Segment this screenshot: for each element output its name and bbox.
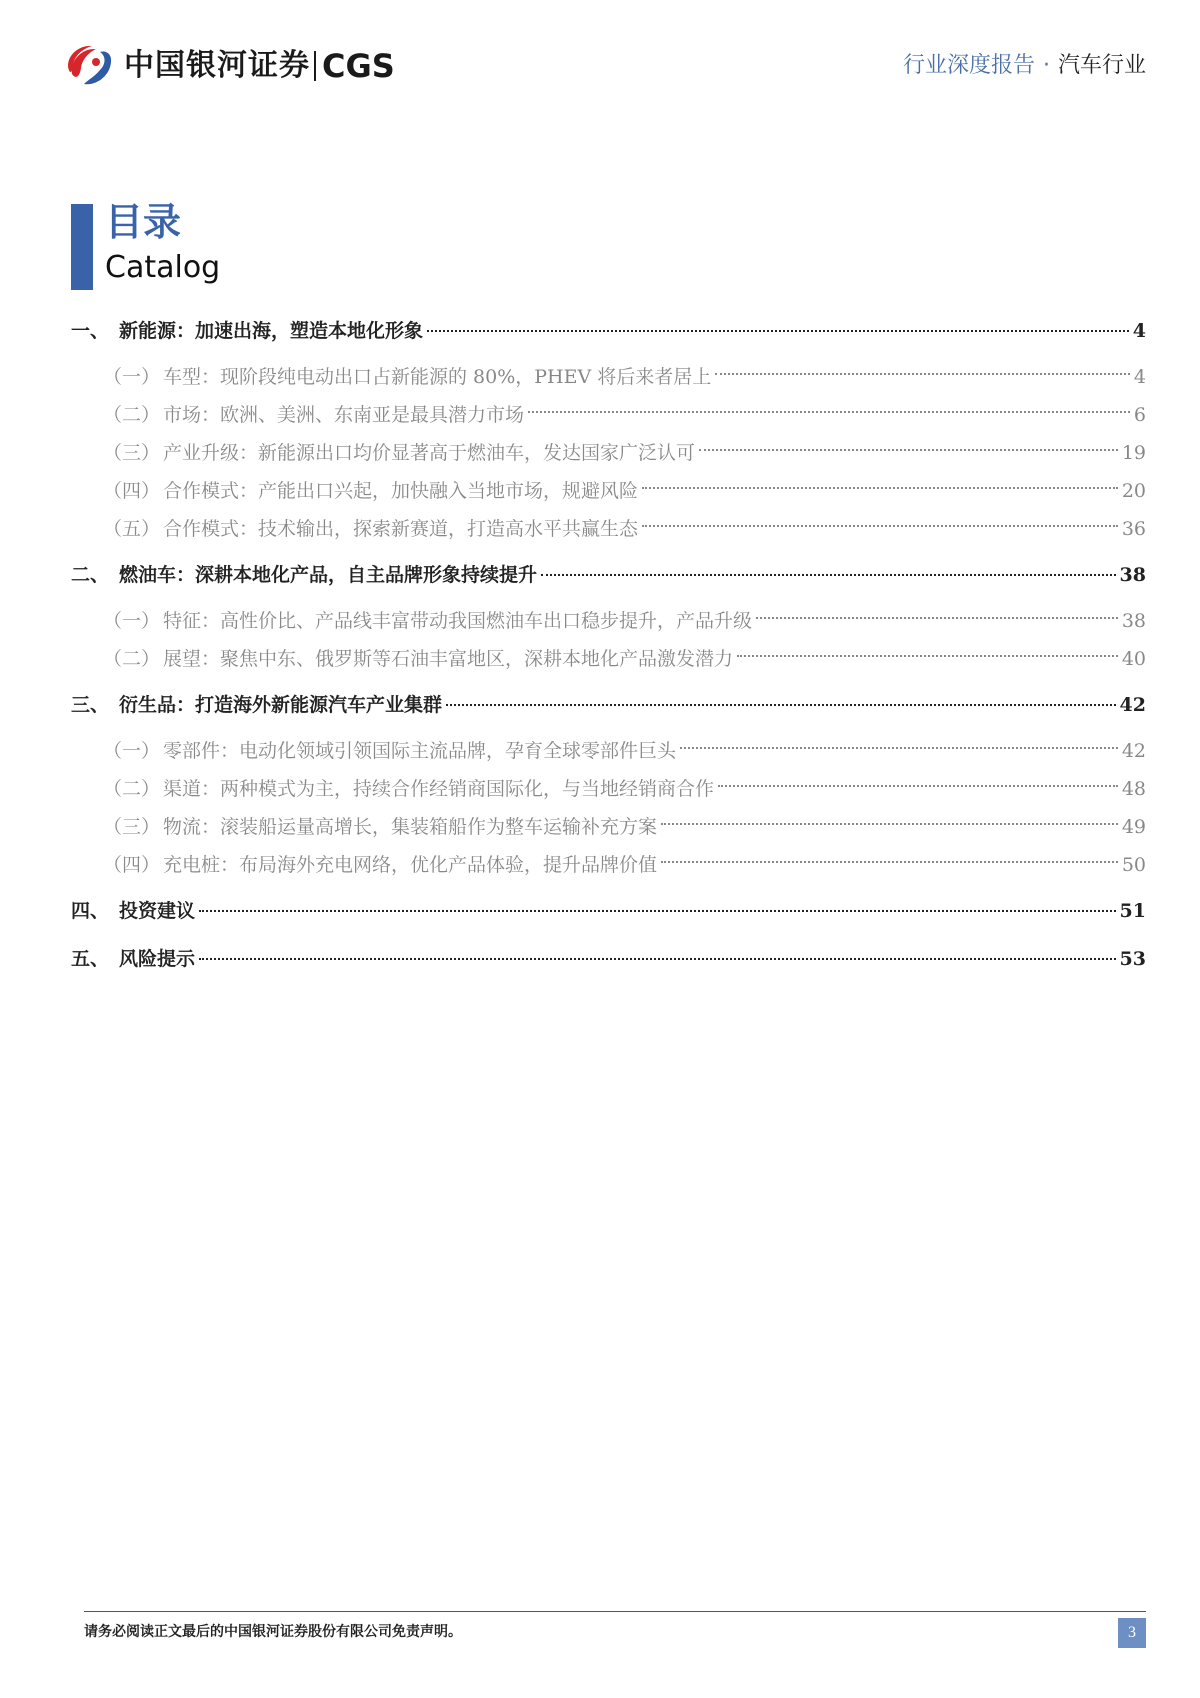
toc-entry-number: （二） <box>103 648 161 670</box>
footer-disclaimer: 请务必阅读正文最后的中国银河证券股份有限公司免责声明。 <box>84 1624 462 1640</box>
toc-entry-title: 合作模式：产能出口兴起，加快融入当地市场，规避风险 <box>163 480 639 502</box>
toc-page-number: 20 <box>1121 480 1146 502</box>
toc-page-number: 42 <box>1119 694 1146 716</box>
toc-section-4[interactable] <box>71 891 1146 939</box>
table-of-contents <box>71 311 1146 987</box>
toc-leader-dots <box>737 654 1118 657</box>
page-number-badge: 3 <box>1118 1618 1146 1648</box>
toc-entry-title: 车型：现阶段纯电动出口占新能源的 80%，PHEV 将后来者居上 <box>163 366 712 388</box>
toc-entry-number: （三） <box>103 816 161 838</box>
brand-name-cn: 中国银河证券 <box>124 48 310 83</box>
brand-divider <box>314 51 316 81</box>
toc-entry-title: 合作模式：技术输出，探索新赛道，打造高水平共赢生态 <box>163 518 639 540</box>
toc-entry-title: 展望：聚焦中东、俄罗斯等石油丰富地区，深耕本地化产品激发潜力 <box>163 648 734 670</box>
toc-entry-number: （三） <box>103 442 161 464</box>
toc-page-number: 53 <box>1119 948 1146 970</box>
toc-page-number: 19 <box>1121 442 1146 464</box>
toc-page-number: 38 <box>1121 610 1146 632</box>
toc-page-number: 48 <box>1121 778 1146 800</box>
toc-section-number: 四、 <box>71 900 110 922</box>
toc-entry-title: 零部件：电动化领域引领国际主流品牌，孕育全球零部件巨头 <box>163 740 677 762</box>
toc-leader-dots <box>699 448 1118 451</box>
toc-section-number: 五、 <box>71 948 110 970</box>
toc-section-title: 衍生品：打造海外新能源汽车产业集群 <box>119 694 443 716</box>
toc-entry-number: （二） <box>103 778 161 800</box>
header-separator: · <box>1042 53 1050 78</box>
toc-section-number: 一、 <box>71 320 110 342</box>
toc-page-number: 38 <box>1119 564 1146 586</box>
page-header <box>0 0 1200 120</box>
toc-page-number: 51 <box>1119 900 1146 922</box>
toc-entry-number: （一） <box>103 740 161 762</box>
toc-page-number: 4 <box>1132 320 1146 342</box>
catalog-title-en: Catalog <box>105 250 221 285</box>
toc-page-number: 4 <box>1133 366 1146 388</box>
toc-page-number: 40 <box>1121 648 1146 670</box>
toc-entry[interactable] <box>71 809 1146 847</box>
toc-leader-dots <box>661 860 1118 863</box>
catalog-accent-bar <box>71 204 93 290</box>
toc-page-number: 36 <box>1121 518 1146 540</box>
toc-section-1[interactable] <box>71 311 1146 359</box>
footer-divider <box>84 1611 1146 1612</box>
toc-leader-dots <box>446 703 1116 706</box>
toc-entry-title: 物流：滚装船运量高增长，集装箱船作为整车运输补充方案 <box>163 816 658 838</box>
report-category <box>903 50 1146 82</box>
brand-name-en: CGS <box>322 47 395 85</box>
toc-entry-title: 特征：高性价比、产品线丰富带动我国燃油车出口稳步提升，产品升级 <box>163 610 753 632</box>
toc-section-title: 投资建议 <box>119 900 196 922</box>
toc-leader-dots <box>715 372 1130 375</box>
toc-section-2[interactable] <box>71 555 1146 603</box>
report-type: 行业深度报告 <box>902 53 1035 78</box>
toc-leader-dots <box>199 909 1116 912</box>
toc-leader-dots <box>541 573 1116 576</box>
toc-section-title: 新能源：加速出海，塑造本地化形象 <box>119 320 424 342</box>
toc-entry-number: （一） <box>103 366 161 388</box>
catalog-title-cn: 目录 <box>105 200 182 244</box>
toc-leader-dots <box>718 784 1118 787</box>
toc-section-number: 二、 <box>71 564 110 586</box>
toc-leader-dots <box>642 486 1118 489</box>
toc-entry[interactable] <box>71 771 1146 809</box>
cgs-logo-icon <box>66 44 114 88</box>
toc-leader-dots <box>199 957 1116 960</box>
industry-name: 汽车行业 <box>1057 53 1146 78</box>
toc-leader-dots <box>680 746 1118 749</box>
toc-leader-dots <box>642 524 1118 527</box>
toc-leader-dots <box>528 410 1130 413</box>
toc-entry-number: （一） <box>103 610 161 632</box>
toc-page-number: 50 <box>1121 854 1146 876</box>
toc-entry-title: 渠道：两种模式为主，持续合作经销商国际化，与当地经销商合作 <box>163 778 715 800</box>
toc-leader-dots <box>427 329 1129 332</box>
toc-entry[interactable] <box>71 397 1146 435</box>
toc-section-5[interactable] <box>71 939 1146 987</box>
toc-section-title: 燃油车：深耕本地化产品，自主品牌形象持续提升 <box>119 564 538 586</box>
toc-section-title: 风险提示 <box>119 948 196 970</box>
toc-page-number: 49 <box>1121 816 1146 838</box>
toc-entry[interactable] <box>71 511 1146 549</box>
toc-entry[interactable] <box>71 733 1146 771</box>
toc-entry[interactable] <box>71 641 1146 679</box>
toc-page-number: 42 <box>1121 740 1146 762</box>
toc-entry[interactable] <box>71 847 1146 885</box>
toc-entry-title: 市场：欧洲、美洲、东南亚是最具潜力市场 <box>163 404 525 426</box>
toc-entry-number: （五） <box>103 518 161 540</box>
toc-section-3[interactable] <box>71 685 1146 733</box>
toc-leader-dots <box>756 616 1118 619</box>
toc-section-number: 三、 <box>71 694 110 716</box>
toc-leader-dots <box>661 822 1118 825</box>
toc-entry[interactable] <box>71 603 1146 641</box>
toc-entry[interactable] <box>71 359 1146 397</box>
toc-entry-title: 产业升级：新能源出口均价显著高于燃油车，发达国家广泛认可 <box>163 442 696 464</box>
brand-logo <box>66 44 395 88</box>
toc-entry-number: （四） <box>103 854 161 876</box>
toc-page-number: 6 <box>1133 404 1146 426</box>
toc-entry-title: 充电桩：布局海外充电网络，优化产品体验，提升品牌价值 <box>163 854 658 876</box>
toc-entry-number: （二） <box>103 404 161 426</box>
toc-entry-number: （四） <box>103 480 161 502</box>
toc-entry[interactable] <box>71 435 1146 473</box>
toc-entry[interactable] <box>71 473 1146 511</box>
